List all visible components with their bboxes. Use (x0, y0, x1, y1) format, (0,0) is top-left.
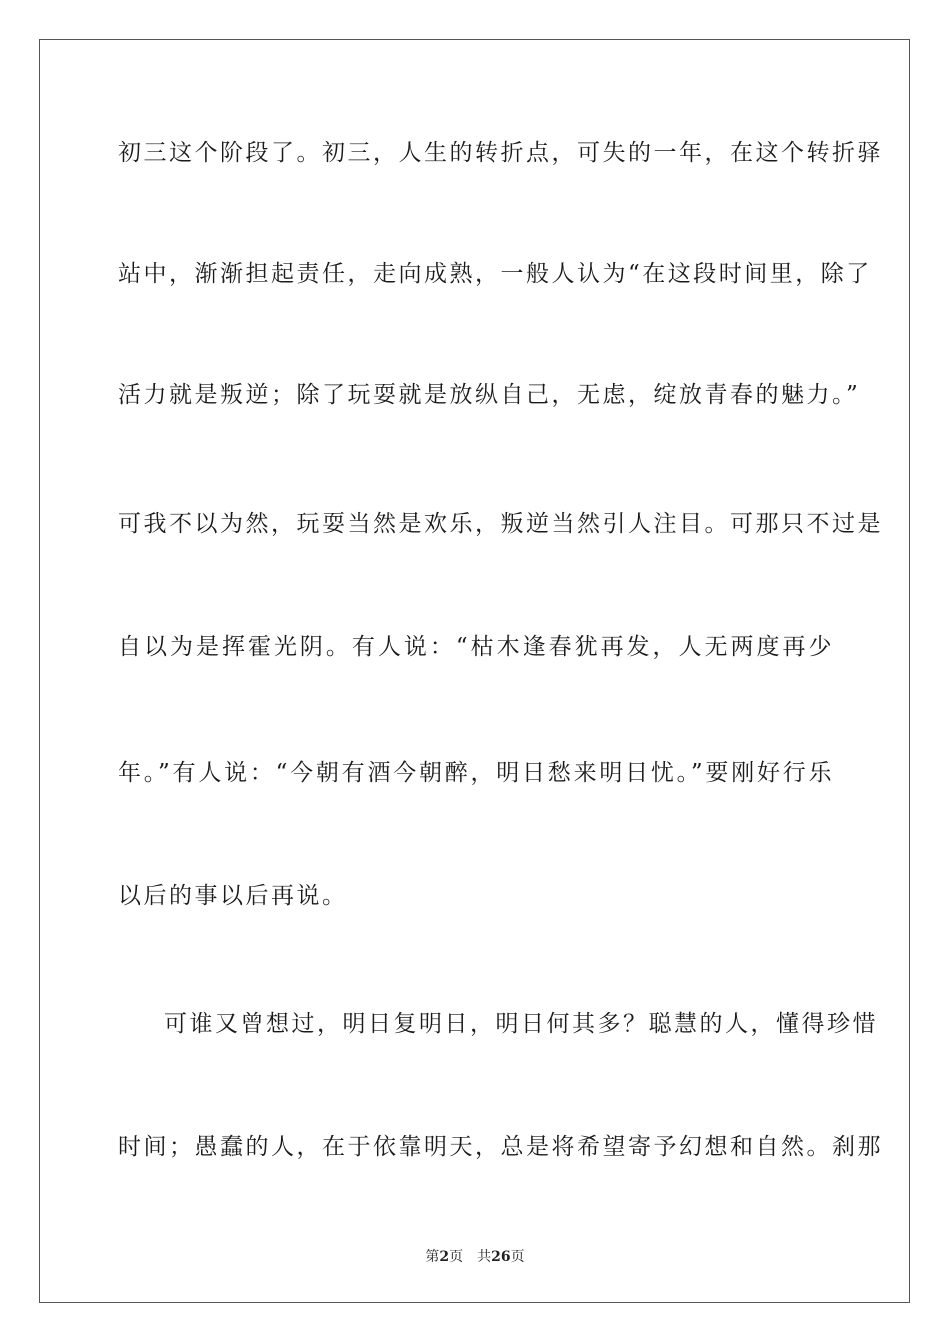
body-text-line-7: 以后的事以后再说。 (118, 883, 348, 909)
footer-total-prefix: 共 (477, 1249, 492, 1265)
page-footer (0, 1247, 950, 1267)
footer-page-suffix: 页 (449, 1249, 464, 1265)
footer-page-number: 2 (439, 1249, 450, 1265)
body-text-line-9: 时间；愚蠢的人，在于依靠明天，总是将希望寄予幻想和自然。刹那 (118, 1134, 883, 1160)
body-text-line-4: 可我不以为然，玩耍当然是欢乐，叛逆当然引人注目。可那只不过是 (118, 511, 883, 537)
body-text-line-5: 自以为是挥霍光阴。有人说：“枯木逢春犹再发，人无两度再少 (118, 634, 834, 660)
page-border (39, 39, 910, 1303)
body-text-line-6: 年。”有人说：“今朝有酒今朝醉，明日愁来明日忧。”要刚好行乐 (118, 760, 834, 786)
footer-total-pages: 26 (491, 1249, 511, 1265)
body-text-line-2: 站中，渐渐担起责任，走向成熟，一般人认为“在这段时间里，除了 (118, 261, 872, 287)
footer-total-suffix: 页 (510, 1249, 525, 1265)
footer-page-prefix: 第 (425, 1249, 440, 1265)
body-text-line-1: 初三这个阶段了。初三，人生的转折点，可失的一年，在这个转折驿 (118, 140, 883, 166)
body-text-line-8: 可谁又曾想过，明日复明日，明日何其多？聪慧的人，懂得珍惜 (164, 1011, 878, 1037)
body-text-line-3: 活力就是叛逆；除了玩耍就是放纵自己，无虑，绽放青春的魅力。” (118, 382, 861, 408)
